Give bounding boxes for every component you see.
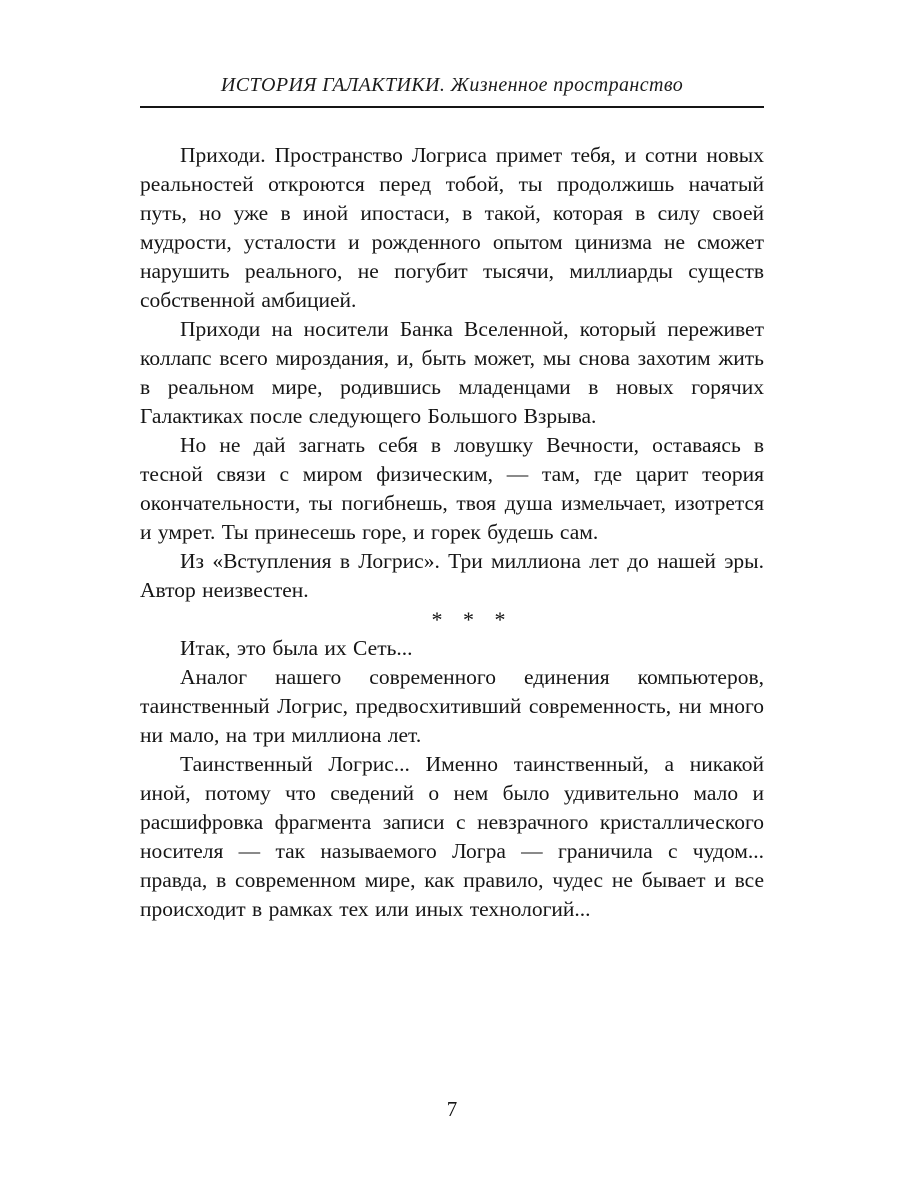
text-column: [140, 0, 764, 924]
epigraph-paragraph: Но не дай загнать себя в ловушку Вечности, оставаясь в тесной связи с миром физическим, — там, где царит теория окончательности, ты погибнешь, твоя душа измельчает, изотрется и умрет. Ты принесешь горе, и горек будешь сам.: [140, 433, 764, 544]
body-paragraph: Таинственный Логрис... Именно таинственный, а никакой иной, потому что сведений о нем было удивительно мало и расшифровка фрагмента записи с невзрачного кристаллического носителя — так называемого Логра — граничила с чудом... правда, в современном мире, как правило, чудес не бывает и все происходит в рамках тех или иных технологий...: [140, 752, 764, 921]
page-number: 7: [446, 1097, 458, 1121]
epigraph-paragraph: Приходи. Пространство Логриса примет тебя, и сотни новых реальностей откроются перед тобой, ты продолжишь начатый путь, но уже в иной ипостаси, в такой, которая в силу своей мудрости, усталости и рожденного опытом цинизма не сможет нарушить реального, не погубит тысячи, миллиарды существ собственной амбицией.: [140, 143, 764, 312]
epigraph-paragraph: Приходи на носители Банка Вселенной, который переживет коллапс всего мироздания, и, быть может, мы снова захотим жить в реальном мире, родившись младенцами в новых горячих Галактиках после следующего Большого Взрыва.: [140, 317, 764, 428]
header-rule: [140, 106, 764, 108]
running-head-title: ИСТОРИЯ ГАЛАКТИКИ. Жизненное пространство: [220, 74, 684, 96]
body-paragraph: Итак, это была их Сеть...: [180, 636, 413, 660]
section-separator: * * *: [431, 607, 513, 632]
epigraph-attribution: Из «Вступления в Логрис». Три миллиона лет до нашей эры. Автор неизвестен.: [140, 549, 764, 602]
body-paragraph: Аналог нашего современного единения компьютеров, таинственный Логрис, предвосхитивший современность, ни много ни мало, на три миллиона лет.: [140, 665, 764, 747]
page-body-text: [140, 141, 764, 924]
